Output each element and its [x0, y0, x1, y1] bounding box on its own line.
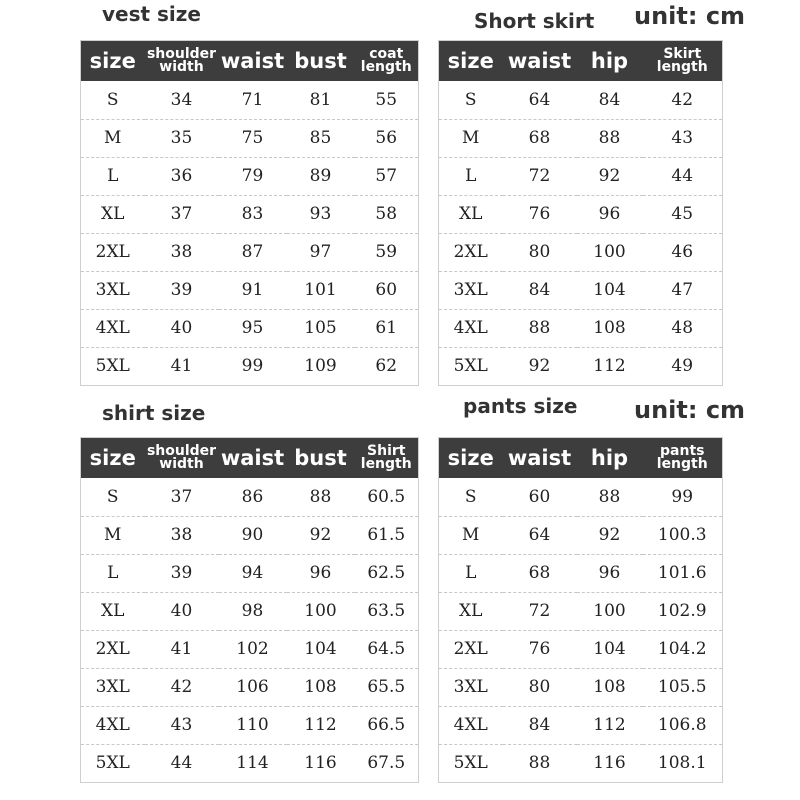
- table-row: [81, 516, 419, 554]
- table-row: [81, 195, 419, 233]
- table-cell: 3XL: [81, 668, 145, 706]
- table-row: [81, 81, 419, 119]
- vest-header-coat-length: coat length: [355, 41, 419, 82]
- table-row: [439, 233, 723, 271]
- table-row: [81, 157, 419, 195]
- table-cell: 91: [219, 271, 287, 309]
- table-cell: 5XL: [453, 753, 488, 773]
- table-cell: 62.5: [355, 554, 419, 592]
- shirt-header-shirt-length: Shirt length: [355, 438, 419, 479]
- table-cell: 58: [355, 195, 419, 233]
- shirt-header-size: size: [81, 438, 145, 479]
- table-row: [81, 744, 419, 782]
- vest-size-table: [80, 40, 419, 386]
- table-cell: 60.5: [355, 478, 419, 516]
- table-row: [439, 157, 723, 195]
- table-row: [439, 592, 723, 630]
- table-cell: 34: [145, 81, 219, 119]
- table-row: [439, 706, 723, 744]
- vest-header-bust: bust: [287, 41, 355, 82]
- table-cell: 101.6: [643, 554, 723, 592]
- table-row: [81, 668, 419, 706]
- table-row: [81, 592, 419, 630]
- table-cell: 48: [643, 309, 723, 347]
- table-row: [439, 554, 723, 592]
- table-cell: 49: [671, 356, 694, 376]
- table-cell: 36: [145, 157, 219, 195]
- short-skirt-size-table: [438, 40, 723, 386]
- table-cell: 80: [503, 233, 577, 271]
- table-cell: 37: [145, 195, 219, 233]
- table-cell: XL: [439, 195, 503, 233]
- table-cell: 64: [503, 81, 577, 119]
- vest-header-waist: waist: [219, 41, 287, 82]
- table-row: [439, 271, 723, 309]
- table-cell: 100: [287, 592, 355, 630]
- table-row: [81, 233, 419, 271]
- table-cell: 43: [145, 706, 219, 744]
- table-row: [439, 81, 723, 119]
- table-cell: 5XL: [95, 753, 130, 773]
- table-cell: 98: [219, 592, 287, 630]
- table-cell: 4XL: [81, 309, 145, 347]
- table-cell: 75: [219, 119, 287, 157]
- table-cell: 41: [170, 356, 193, 376]
- table-cell: 67.5: [367, 753, 406, 773]
- table-cell: 72: [503, 157, 577, 195]
- table-cell: 100.3: [643, 516, 723, 554]
- skirt-header-waist: waist: [503, 41, 577, 82]
- table-cell: 80: [503, 668, 577, 706]
- table-cell: 2XL: [81, 630, 145, 668]
- table-cell: 43: [643, 119, 723, 157]
- table-cell: 55: [355, 81, 419, 119]
- shirt-header-bust: bust: [287, 438, 355, 479]
- shirt-header-shoulder-width: shoulder width: [145, 438, 219, 479]
- table-row: [439, 516, 723, 554]
- pants-size-table: [438, 437, 723, 783]
- table-cell: 68: [503, 119, 577, 157]
- table-cell: 108.1: [657, 753, 707, 773]
- table-cell: 45: [643, 195, 723, 233]
- table-cell: 83: [219, 195, 287, 233]
- table-cell: 76: [503, 630, 577, 668]
- table-cell: 64.5: [355, 630, 419, 668]
- table-cell: 3XL: [439, 668, 503, 706]
- table-cell: 95: [219, 309, 287, 347]
- shirt-size-table: [80, 437, 419, 783]
- table-cell: XL: [439, 592, 503, 630]
- table-cell: 2XL: [439, 630, 503, 668]
- table-cell: 110: [219, 706, 287, 744]
- table-cell: 92: [528, 356, 551, 376]
- table-cell: 88: [577, 478, 643, 516]
- table-cell: 44: [643, 157, 723, 195]
- table-cell: 116: [593, 753, 626, 773]
- table-cell: 112: [577, 706, 643, 744]
- table-cell: 39: [145, 554, 219, 592]
- pants-header-waist: waist: [503, 438, 577, 479]
- table-cell: 5XL: [453, 356, 488, 376]
- table-cell: 56: [355, 119, 419, 157]
- table-cell: 57: [355, 157, 419, 195]
- table-cell: 81: [287, 81, 355, 119]
- table-cell: 92: [287, 516, 355, 554]
- unit-label-bottom: unit: cm: [634, 396, 746, 424]
- skirt-header-skirt-length: Skirt length: [643, 41, 723, 82]
- table-cell: 65.5: [355, 668, 419, 706]
- table-cell: 85: [287, 119, 355, 157]
- table-row: [81, 706, 419, 744]
- table-cell: 88: [528, 753, 551, 773]
- table-cell: 63.5: [355, 592, 419, 630]
- table-cell: 94: [219, 554, 287, 592]
- table-cell: 41: [145, 630, 219, 668]
- table-cell: 39: [145, 271, 219, 309]
- table-cell: 112: [593, 356, 626, 376]
- table-cell: 88: [287, 478, 355, 516]
- table-row: [81, 119, 419, 157]
- table-cell: 89: [287, 157, 355, 195]
- table-cell: 4XL: [439, 706, 503, 744]
- table-cell: XL: [81, 195, 145, 233]
- shirt-header-waist: waist: [219, 438, 287, 479]
- table-row: [439, 195, 723, 233]
- table-cell: S: [439, 81, 503, 119]
- table-row: [81, 630, 419, 668]
- table-cell: 62: [375, 356, 398, 376]
- table-cell: 93: [287, 195, 355, 233]
- table-cell: 96: [577, 195, 643, 233]
- vest-header-shoulder-width: shoulder width: [145, 41, 219, 82]
- table-cell: 40: [145, 309, 219, 347]
- table-row: [439, 347, 723, 385]
- table-cell: 44: [170, 753, 193, 773]
- table-cell: 84: [503, 706, 577, 744]
- table-cell: 92: [577, 157, 643, 195]
- table-cell: 116: [304, 753, 337, 773]
- table-cell: 38: [145, 516, 219, 554]
- vest-size-title: vest size: [102, 2, 201, 26]
- table-cell: L: [439, 554, 503, 592]
- table-cell: M: [81, 516, 145, 554]
- table-cell: 61: [355, 309, 419, 347]
- table-cell: 102.9: [643, 592, 723, 630]
- table-row: [439, 478, 723, 516]
- pants-size-title: pants size: [463, 394, 578, 418]
- table-cell: 88: [503, 309, 577, 347]
- table-cell: 104.2: [643, 630, 723, 668]
- pants-header-pants-length: pants length: [643, 438, 723, 479]
- table-cell: 3XL: [439, 271, 503, 309]
- table-cell: 101: [287, 271, 355, 309]
- table-cell: 66.5: [355, 706, 419, 744]
- table-row: [439, 630, 723, 668]
- table-cell: L: [81, 554, 145, 592]
- table-cell: 72: [503, 592, 577, 630]
- table-cell: 4XL: [81, 706, 145, 744]
- table-row: [81, 347, 419, 385]
- table-cell: 3XL: [81, 271, 145, 309]
- table-cell: M: [81, 119, 145, 157]
- table-cell: 35: [145, 119, 219, 157]
- table-cell: 61.5: [355, 516, 419, 554]
- pants-header-size: size: [439, 438, 503, 479]
- skirt-header-hip: hip: [577, 41, 643, 82]
- table-cell: 5XL: [95, 356, 130, 376]
- table-cell: 38: [145, 233, 219, 271]
- table-cell: 60: [355, 271, 419, 309]
- table-cell: 46: [643, 233, 723, 271]
- table-cell: S: [81, 478, 145, 516]
- table-cell: 2XL: [81, 233, 145, 271]
- table-cell: 106: [219, 668, 287, 706]
- table-cell: 105: [287, 309, 355, 347]
- table-cell: 4XL: [439, 309, 503, 347]
- table-cell: XL: [81, 592, 145, 630]
- table-cell: L: [439, 157, 503, 195]
- table-cell: 105.5: [643, 668, 723, 706]
- table-cell: 97: [287, 233, 355, 271]
- table-cell: 42: [643, 81, 723, 119]
- table-cell: 76: [503, 195, 577, 233]
- table-cell: M: [439, 119, 503, 157]
- table-cell: 109: [304, 356, 337, 376]
- table-cell: 99: [241, 356, 264, 376]
- table-cell: 106.8: [643, 706, 723, 744]
- table-cell: 68: [503, 554, 577, 592]
- table-cell: M: [439, 516, 503, 554]
- table-cell: 108: [287, 668, 355, 706]
- table-cell: 59: [355, 233, 419, 271]
- table-cell: 100: [577, 233, 643, 271]
- table-row: [81, 271, 419, 309]
- pants-header-hip: hip: [577, 438, 643, 479]
- table-cell: 108: [577, 668, 643, 706]
- short-skirt-title: Short skirt: [474, 9, 595, 33]
- table-cell: 104: [577, 271, 643, 309]
- table-cell: 108: [577, 309, 643, 347]
- table-cell: 84: [577, 81, 643, 119]
- table-cell: 71: [219, 81, 287, 119]
- table-cell: 2XL: [439, 233, 503, 271]
- table-cell: 102: [219, 630, 287, 668]
- table-cell: 64: [503, 516, 577, 554]
- table-cell: 84: [503, 271, 577, 309]
- table-cell: 112: [287, 706, 355, 744]
- table-row: [439, 119, 723, 157]
- table-cell: 79: [219, 157, 287, 195]
- shirt-size-title: shirt size: [102, 401, 206, 425]
- table-cell: 42: [145, 668, 219, 706]
- table-row: [439, 744, 723, 782]
- table-cell: L: [81, 157, 145, 195]
- table-row: [81, 478, 419, 516]
- table-cell: 87: [219, 233, 287, 271]
- table-cell: 99: [643, 478, 723, 516]
- table-row: [81, 309, 419, 347]
- table-cell: S: [439, 478, 503, 516]
- table-cell: 90: [219, 516, 287, 554]
- table-cell: 40: [145, 592, 219, 630]
- table-cell: 104: [287, 630, 355, 668]
- table-cell: 104: [577, 630, 643, 668]
- table-cell: 100: [577, 592, 643, 630]
- table-cell: 60: [503, 478, 577, 516]
- table-cell: S: [81, 81, 145, 119]
- table-cell: 96: [577, 554, 643, 592]
- table-row: [439, 309, 723, 347]
- table-cell: 37: [145, 478, 219, 516]
- table-cell: 88: [577, 119, 643, 157]
- skirt-header-size: size: [439, 41, 503, 82]
- table-cell: 47: [643, 271, 723, 309]
- vest-header-size: size: [81, 41, 145, 82]
- table-cell: 114: [236, 753, 269, 773]
- table-cell: 96: [287, 554, 355, 592]
- table-cell: 86: [219, 478, 287, 516]
- table-cell: 92: [577, 516, 643, 554]
- table-row: [439, 668, 723, 706]
- unit-label-top: unit: cm: [634, 2, 746, 30]
- table-row: [81, 554, 419, 592]
